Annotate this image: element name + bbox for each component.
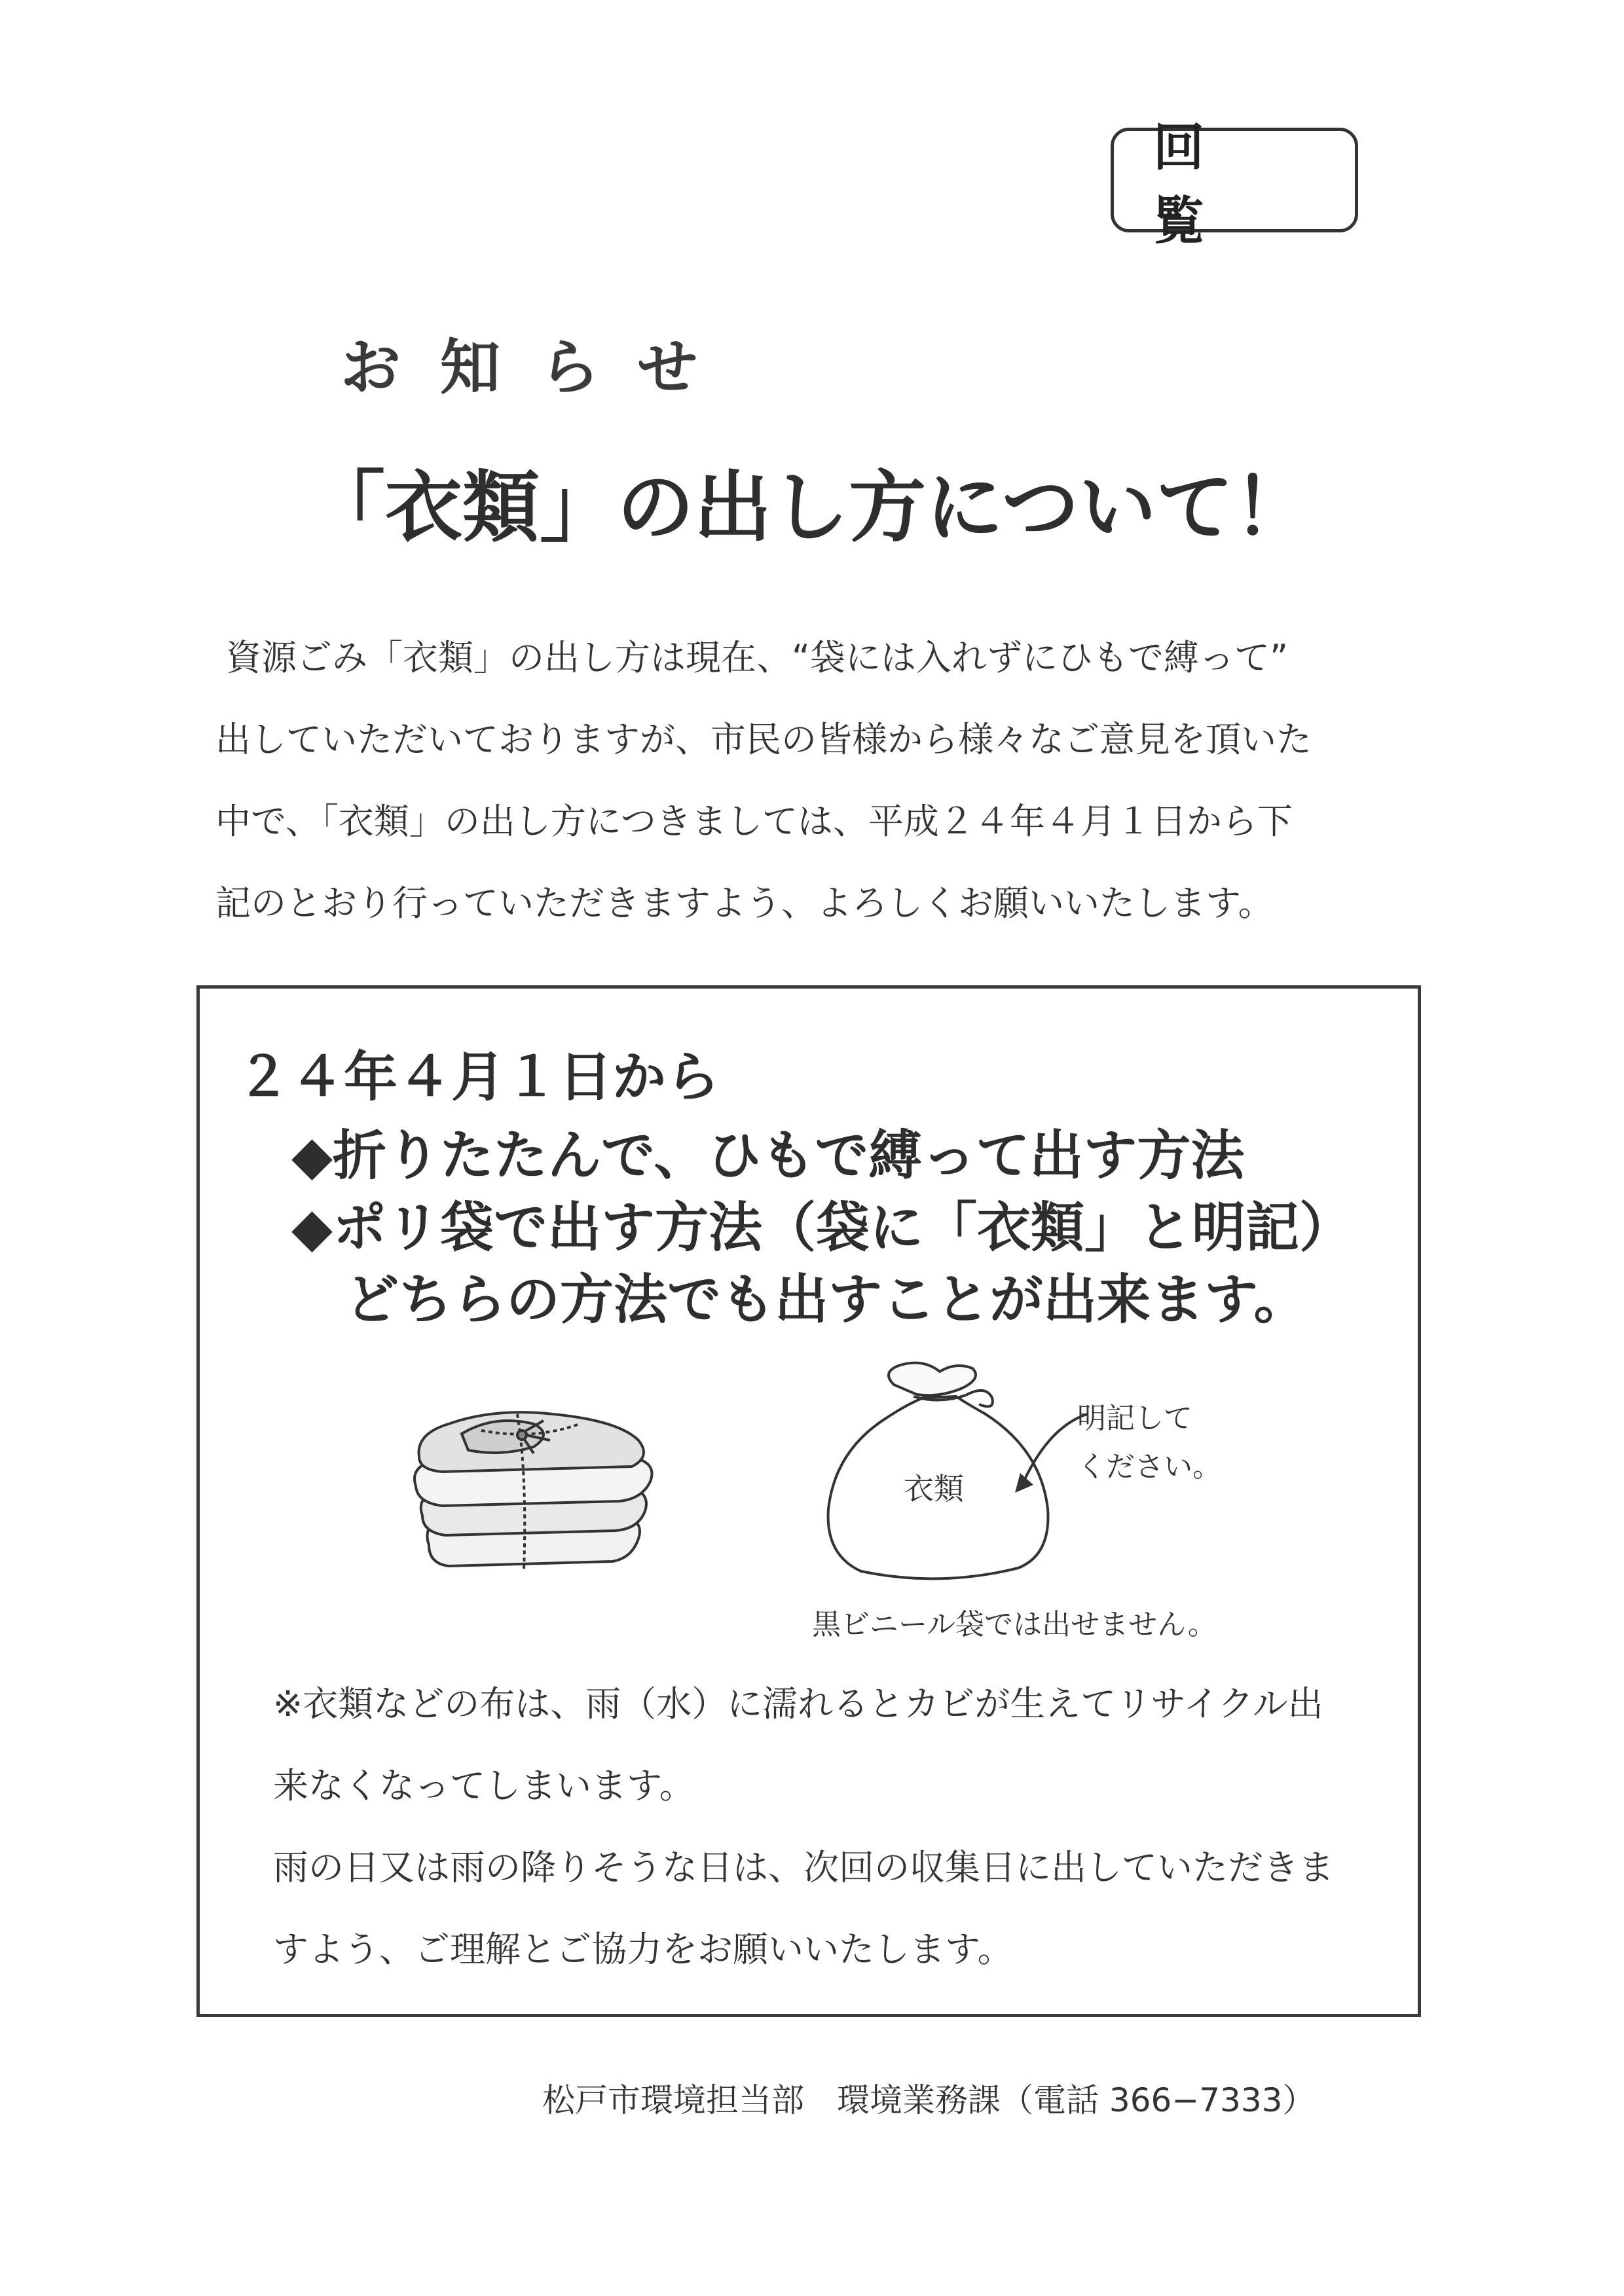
bag-note-line: ください。	[1077, 1450, 1221, 1484]
circulation-badge: 回 覧	[1111, 128, 1358, 232]
rain-note-line: ※衣類などの布は、雨（水）に濡れるとカビが生えてリサイクル出	[273, 1683, 1323, 1724]
either-method-note: どちらの方法でも出すことが出来ます。	[345, 1269, 1308, 1331]
bag-note-line: 明記して	[1077, 1402, 1192, 1435]
method-tied: ◆折りたたんで、ひもで縛って出す方法	[291, 1125, 1245, 1187]
page-title: 「衣類」の出し方について！	[308, 462, 1311, 553]
notice-label: お知らせ	[341, 333, 737, 403]
method-bag: ◆ポリ袋で出す方法（袋に「衣類」と明記）	[291, 1197, 1354, 1259]
bag-label: 衣類	[904, 1471, 964, 1506]
box-heading: ２４年４月１日から	[236, 1046, 720, 1108]
folded-clothes-illustration	[403, 1394, 678, 1591]
new-rules-box	[196, 985, 1421, 2017]
rain-note-line: 雨の日又は雨の降りそうな日は、次回の収集日に出していただきま	[273, 1847, 1334, 1888]
rain-note-line: すよう、ご理解とご協力をお願いいたします。	[273, 1929, 1013, 1970]
black-bag-warning: 黒ビニール袋では出せません。	[812, 1608, 1217, 1641]
contact-footer: 松戸市環境担当部 環境業務課（電話 366−7333）	[542, 2081, 1316, 2119]
rain-note-line: 来なくなってしまいます。	[273, 1765, 695, 1806]
bag-label-note	[1077, 1394, 1221, 1491]
